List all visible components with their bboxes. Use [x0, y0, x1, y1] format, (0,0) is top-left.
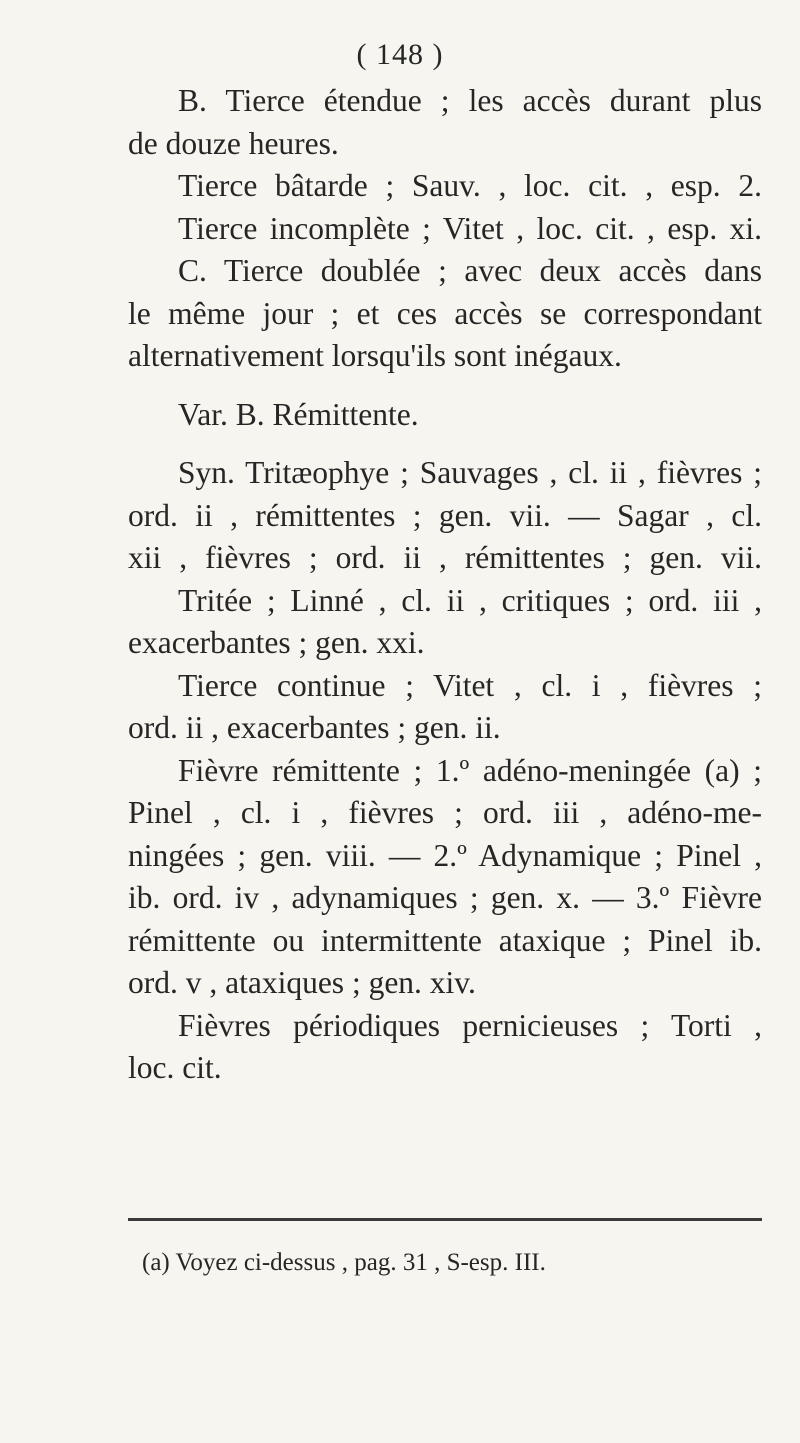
text-line: Syn. Tritæophye ; Sauvages , cl. ii , fièvres ;: [178, 455, 762, 490]
text-line: alternativement lorsqu'ils sont inégaux.: [128, 338, 622, 373]
text-line: Fièvres périodiques pernicieuses ; Torti ,: [178, 1007, 762, 1043]
main-text: [128, 80, 762, 1090]
text-line: Tritée ; Linné , cl. ii , critiques ; ord. iii ,: [178, 582, 762, 618]
text-line: ningées ; gen. viii. — 2.º Adynamique ; Pinel ,: [128, 837, 762, 873]
footnote: (a) Voyez ci-dessus , pag. 31 , S-esp. III.: [142, 1249, 546, 1276]
text-line: Fièvre rémittente ; 1.º adéno-meningée (a) ;: [178, 752, 762, 788]
text-line: ord. ii , rémittentes ; gen. vii. — Sagar , cl.: [128, 497, 762, 533]
text-line: Tierce continue ; Vitet , cl. i , fièvres ;: [178, 667, 762, 703]
text-line: exacerbantes ; gen. xxi.: [128, 625, 425, 660]
text-line: loc. cit.: [128, 1050, 222, 1085]
page-number: ( 148 ): [356, 38, 444, 71]
text-line: Tierce bâtarde ; Sauv. , loc. cit. , esp. 2.: [178, 168, 762, 203]
text-line: ord. v , ataxiques ; gen. xiv.: [128, 965, 476, 1000]
text-line: Tierce incomplète ; Vitet , loc. cit. , esp. xi.: [178, 210, 762, 246]
section-heading: Var. B. Rémittente.: [178, 396, 419, 432]
text-line: xii , fièvres ; ord. ii , rémittentes ; gen. vii.: [128, 540, 762, 575]
text-line: Pinel , cl. i , fièvres ; ord. iii , adéno-me-: [128, 795, 762, 830]
text-line: de douze heures.: [128, 125, 339, 161]
text-line: B. Tierce étendue ; les accès durant plus: [178, 83, 762, 118]
footnote-rule: [128, 1218, 762, 1221]
text-line: ord. ii , exacerbantes ; gen. ii.: [128, 710, 501, 745]
text-line: C. Tierce doublée ; avec deux accès dans: [178, 253, 762, 288]
text-line: rémittente ou intermittente ataxique ; Pinel ib.: [128, 922, 762, 958]
text-line: ib. ord. iv , adynamiques ; gen. x. — 3.º Fièvre: [128, 880, 762, 915]
text-line: le même jour ; et ces accès se correspondant: [128, 295, 762, 331]
